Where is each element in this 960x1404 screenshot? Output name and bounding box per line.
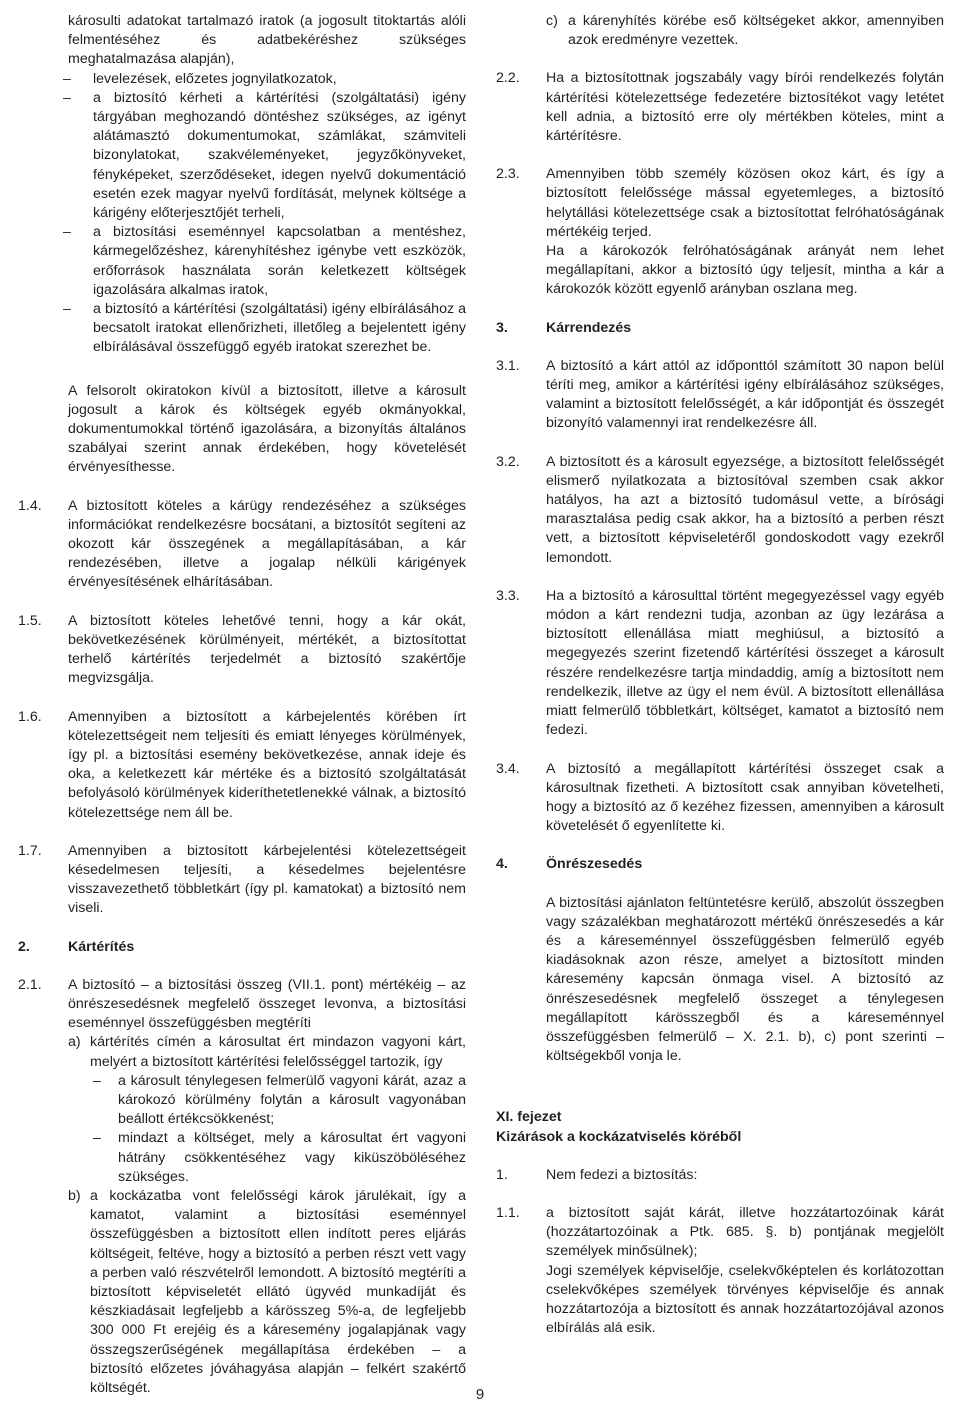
section-number: 2.3. bbox=[496, 166, 520, 183]
item-text: a kockázatba vont felelősségi károk járulékait, így a kamatot, valamint a biztosítási eseménnyel összefüggésben a biztosított ellen indított peres eljárás költségeit, feltéve, hogy a biztosító a perben részt vett vagy a perben való részvételről lemondott. A biztosító megtéríti a biztosított képviseletét ellátó ügyvéd munkadíját és készkiadásait legfeljebb a kárösszeg 5%-a, de legfeljebb 300 000 Ft erejéig és a káresemény jogalapjának vagy összegszerűségének megállapítása érdekében – a biztosító előzetes jóváhagyása alapján – felkért szakértő költségét. bbox=[90, 1187, 466, 1396]
item-letter: a) bbox=[68, 1034, 81, 1051]
paragraph: A felsorolt okiratokon kívül a biztosított, illetve a károsult jogosult a károk és költségek egyéb okmányokkal, dokumentumokkal történő igazolására, a bizonyítás általános szabályai szerint annak érdekében, hogy követelését érvényesíthesse. bbox=[68, 382, 466, 476]
section-number: 3.4. bbox=[496, 760, 520, 777]
section-xi-1-1 bbox=[496, 1204, 944, 1338]
section-text: Amennyiben több személy közösen okoz kárt, és így a biztosított felelőssége mással egyetemleges, a biztosító helytállási kötelezettsége csak a biztosítottat felróhatóságának mértékéig terjed. bbox=[546, 166, 944, 240]
list-item bbox=[18, 300, 466, 358]
intro-continuation: károsulti adatokat tartalmazó iratok (a jogosult titoktartás alóli felmentéséhez és adatbekéréshez szükséges meghatalmazása alapján), bbox=[68, 13, 466, 68]
chapter-label: XI. fejezet bbox=[496, 1109, 562, 1126]
section-2-3 bbox=[496, 165, 944, 299]
item-letter: c) bbox=[546, 13, 558, 29]
heading-title: Kártérítés bbox=[68, 938, 135, 955]
section-number: 1.5. bbox=[18, 612, 42, 629]
section-text: A biztosított köteles a kárügy rendezéséhez a szükséges információkat rendelkezésre bocsátani, a biztosítót segíteni az okozott kár összegének a megállapításában, a kár rendezésében, illetve a jogalap nélküli kárigények érvényesítésének elhárításában. bbox=[68, 497, 466, 591]
right-column bbox=[496, 12, 944, 1338]
dash-bullet: – bbox=[63, 89, 71, 106]
section-number: 1.4. bbox=[18, 497, 42, 514]
heading-number: 2. bbox=[18, 938, 30, 955]
list-item bbox=[18, 70, 466, 89]
item-letter: b) bbox=[68, 1187, 81, 1204]
section-number: 1.7. bbox=[18, 842, 42, 859]
sub-list-item-text: mindazt a költséget, mely a károsultat ért vagyoni hátrány csökkentéséhez vagy kiküszöböléséhez szükséges. bbox=[118, 1130, 466, 1185]
heading-title: Kárrendezés bbox=[546, 319, 632, 336]
section-3-3 bbox=[496, 587, 944, 741]
section-1-6 bbox=[18, 708, 466, 823]
list-item bbox=[18, 223, 466, 300]
lettered-item-b bbox=[18, 1187, 466, 1398]
section-text: Amennyiben a biztosított kárbejelentési kötelezettségeit késedelmesen teljesíti, a késedelmes bejelentésre visszavezethető többletkárt (így pl. kamatokat) a biztosító nem viseli. bbox=[68, 842, 466, 917]
chapter-title: Kizárások a kockázatviselés köréből bbox=[496, 1128, 742, 1145]
section-xi-1 bbox=[496, 1166, 944, 1185]
section-number: 3.1. bbox=[496, 357, 520, 374]
section-number: 1.6. bbox=[18, 708, 42, 725]
section-text: Ha a biztosító a károsulttal történt megegyezéssel vagy egyéb módon a kárt rendezni tudja, azonban az ügy lezárása a biztosított ellenállása miatt meghiúsul, a biztosító a megegyezés szerint fizetendő kártérítési összeget a károsult részére rendelkezésre tartja mindaddig, amíg a biztosított nem rendelkezik, illetve az ügy el nem évül. A biztosított ellenállása miatt felmerülő többletkárt, költséget, kamatot a biztosító nem fedezi. bbox=[546, 587, 944, 739]
dash-bullet: – bbox=[63, 70, 71, 87]
section-text: A biztosító a kárt attól az időponttól számított 30 napon belül téríti meg, amikor a kártérítési igény elbírálásához szükséges, valamint a biztosított felelősségét, a kár időpontját és összegét bizonyító valamennyi irat rendelkezésre áll. bbox=[546, 357, 944, 432]
list-item-text: a biztosító a kártérítési (szolgáltatási) igény elbírálásához a becsatolt iratokat ellenőrizheti, illetőleg a bejelentett igény elbírálásával összefüggő egyéb iratokat szerezhet be. bbox=[93, 301, 466, 356]
section-heading bbox=[496, 855, 944, 874]
section-number: 2.2. bbox=[496, 70, 520, 87]
heading-number: 4. bbox=[496, 856, 508, 873]
left-column bbox=[18, 12, 466, 1398]
section-2-2 bbox=[496, 69, 944, 146]
section-3-2 bbox=[496, 453, 944, 568]
section-text: A biztosító – a biztosítási összeg (VII.1. pont) mértékéig – az önrészesedésnek megfelelő összeget levonva, a biztosítási eseménnyel összefüggésben megtéríti bbox=[68, 976, 466, 1032]
section-2-1 bbox=[18, 976, 466, 1034]
dash-bullet: – bbox=[93, 1130, 101, 1147]
sub-list-item bbox=[18, 1072, 466, 1130]
sub-list-item bbox=[18, 1129, 466, 1187]
heading-title: Önrészesedés bbox=[546, 856, 643, 873]
item-text: a kárenyhítés körébe eső költségeket akkor, amennyiben azok eredményre vezettek. bbox=[568, 13, 944, 49]
dash-bullet: – bbox=[63, 301, 71, 318]
paragraph: A biztosítási ajánlaton feltüntetésre kerülő, abszolút összegben vagy százalékban meghatározott mértékű önrészesedés a kár és a káreseménnyel összefüggésben felmerülő egyéb kiadásoknak azon része, amelyet a biztosított minden káresemény kapcsán önmaga visel. A biztosító az önrészesedésnek megfelelő összeget a ténylegesen megállapított kárösszegből és a káreseménnyel összefüggésben felmerülő – X. 2.1. b), c) pont szerinti – költségekből vonja le. bbox=[546, 894, 944, 1065]
page-number: 9 bbox=[475, 1386, 485, 1403]
section-number: 2.1. bbox=[18, 976, 42, 993]
section-text: A biztosított és a károsult egyezsége, a biztosított felelősségét elismerő nyilatkozata a biztosítóval szemben csak akkor hatályos, ha azt a biztosító tudomásul vette, a bírósági marasztalása pedig csak akkor, ha a biztosító a perben részt vett, a biztosított képviseletéről gondoskodott vagy ezekről lemondott. bbox=[546, 453, 944, 566]
lettered-item-a bbox=[18, 1033, 466, 1071]
section-text: Nem fedezi a biztosítás: bbox=[546, 1166, 698, 1183]
section-number: 3.3. bbox=[496, 587, 520, 604]
section-3-1 bbox=[496, 357, 944, 434]
section-heading bbox=[496, 319, 944, 338]
section-text: a biztosított saját kárát, illetve hozzátartozóinak kárát (hozzátartozóinak a Ptk. 685. §. b) pontjának megjelölt személyek minősülnek); bbox=[546, 1204, 944, 1260]
section-number: 3.2. bbox=[496, 453, 520, 470]
section-text-continued: Ha a károkozók felróhatóságának arányát nem lehet megállapítani, akkor a biztosító úgy teljesít, mintha a kár a károkozók között egyenlő arányban oszlana meg. bbox=[546, 243, 944, 298]
dash-bullet: – bbox=[63, 224, 71, 241]
section-text: Amennyiben a biztosított a kárbejelentés körében írt kötelezettségeit nem teljesíti és emiatt lényeges körülmények, így pl. a biztosítási esemény bekövetkezése, annak ideje és oka, a keletkezett kár mértéke és a biztosító szolgáltatását befolyásoló körülmények kideríthetetlenekké válnak, a biztosító kötelezettsége nem áll be. bbox=[68, 708, 466, 821]
section-3-4 bbox=[496, 760, 944, 837]
list-item-text: a biztosító kérheti a kártérítési (szolgáltatási) igény tárgyában meghozandó döntéshez szükséges, az igényt alátámasztó dokumentumokat, számlákat, számviteli bizonylatokat, szakvéleményeket, jegyzőkönyveket, fényképeket, szerződéseket, idegen nyelvű dokumentáció esetén ezek magyar nyelvű fordítását, melynek költsége a kárigény előterjesztőjét terheli, bbox=[93, 89, 466, 222]
section-number: 1.1. bbox=[496, 1204, 520, 1221]
list-item-text: levelezések, előzetes jognyilatkozatok, bbox=[93, 70, 337, 87]
section-1-7 bbox=[18, 842, 466, 919]
list-item-text: a biztosítási eseménnyel kapcsolatban a mentéshez, kármegelőzéshez, kárenyhítéshez igénybe vett eszközök, erőforrások használata során keletkezett költségek igazolására alkalmas iratok, bbox=[93, 224, 466, 298]
item-text: kártérítés címén a károsultat ért mindazon vagyoni kárt, melyért a biztosított kártérítési felelősséggel tartozik, így bbox=[90, 1034, 466, 1070]
section-heading bbox=[18, 938, 466, 957]
lettered-item-c bbox=[496, 12, 944, 50]
sub-list-item-text: a károsult ténylegesen felmerülő vagyoni kárát, azaz a károkozó körülmény folytán a károsult vagyonában beállott értékcsökkenést; bbox=[118, 1072, 466, 1128]
heading-number: 3. bbox=[496, 319, 508, 336]
section-1-5 bbox=[18, 612, 466, 689]
section-text: Ha a biztosítottnak jogszabály vagy bírói rendelkezés folytán kártérítési kötelezettsége fedezetére biztosítékot vagy letétet kell adnia, a biztosító erre oly mértékben köteles, mint a kártérítésre. bbox=[546, 70, 944, 145]
section-1-4 bbox=[18, 497, 466, 593]
section-text: A biztosított köteles lehetővé tenni, hogy a kár okát, bekövetkezésének körülményeit, mértékét, a biztosítottat terhelő kártérítés terjedelmét a biztosító szakértője megvizsgálja. bbox=[68, 612, 466, 687]
section-text: A biztosító a megállapított kártérítési összeget csak a károsultnak fizetheti. A biztosított csak annyiban követelheti, hogy a biztosító az ő kezéhez fizessen, amennyiben a károsult követelését ő egyenlítette ki. bbox=[546, 760, 944, 835]
list-item bbox=[18, 89, 466, 223]
dash-bullet: – bbox=[93, 1072, 101, 1089]
section-text-continued: Jogi személyek képviselője, cselekvőképtelen és korlátozottan cselekvőképes személyek törvényes képviselője és annak hozzátartozója a biztosított és annak hozzátartozójával azonos elbírálás alá esik. bbox=[546, 1262, 944, 1337]
section-number: 1. bbox=[496, 1166, 508, 1183]
